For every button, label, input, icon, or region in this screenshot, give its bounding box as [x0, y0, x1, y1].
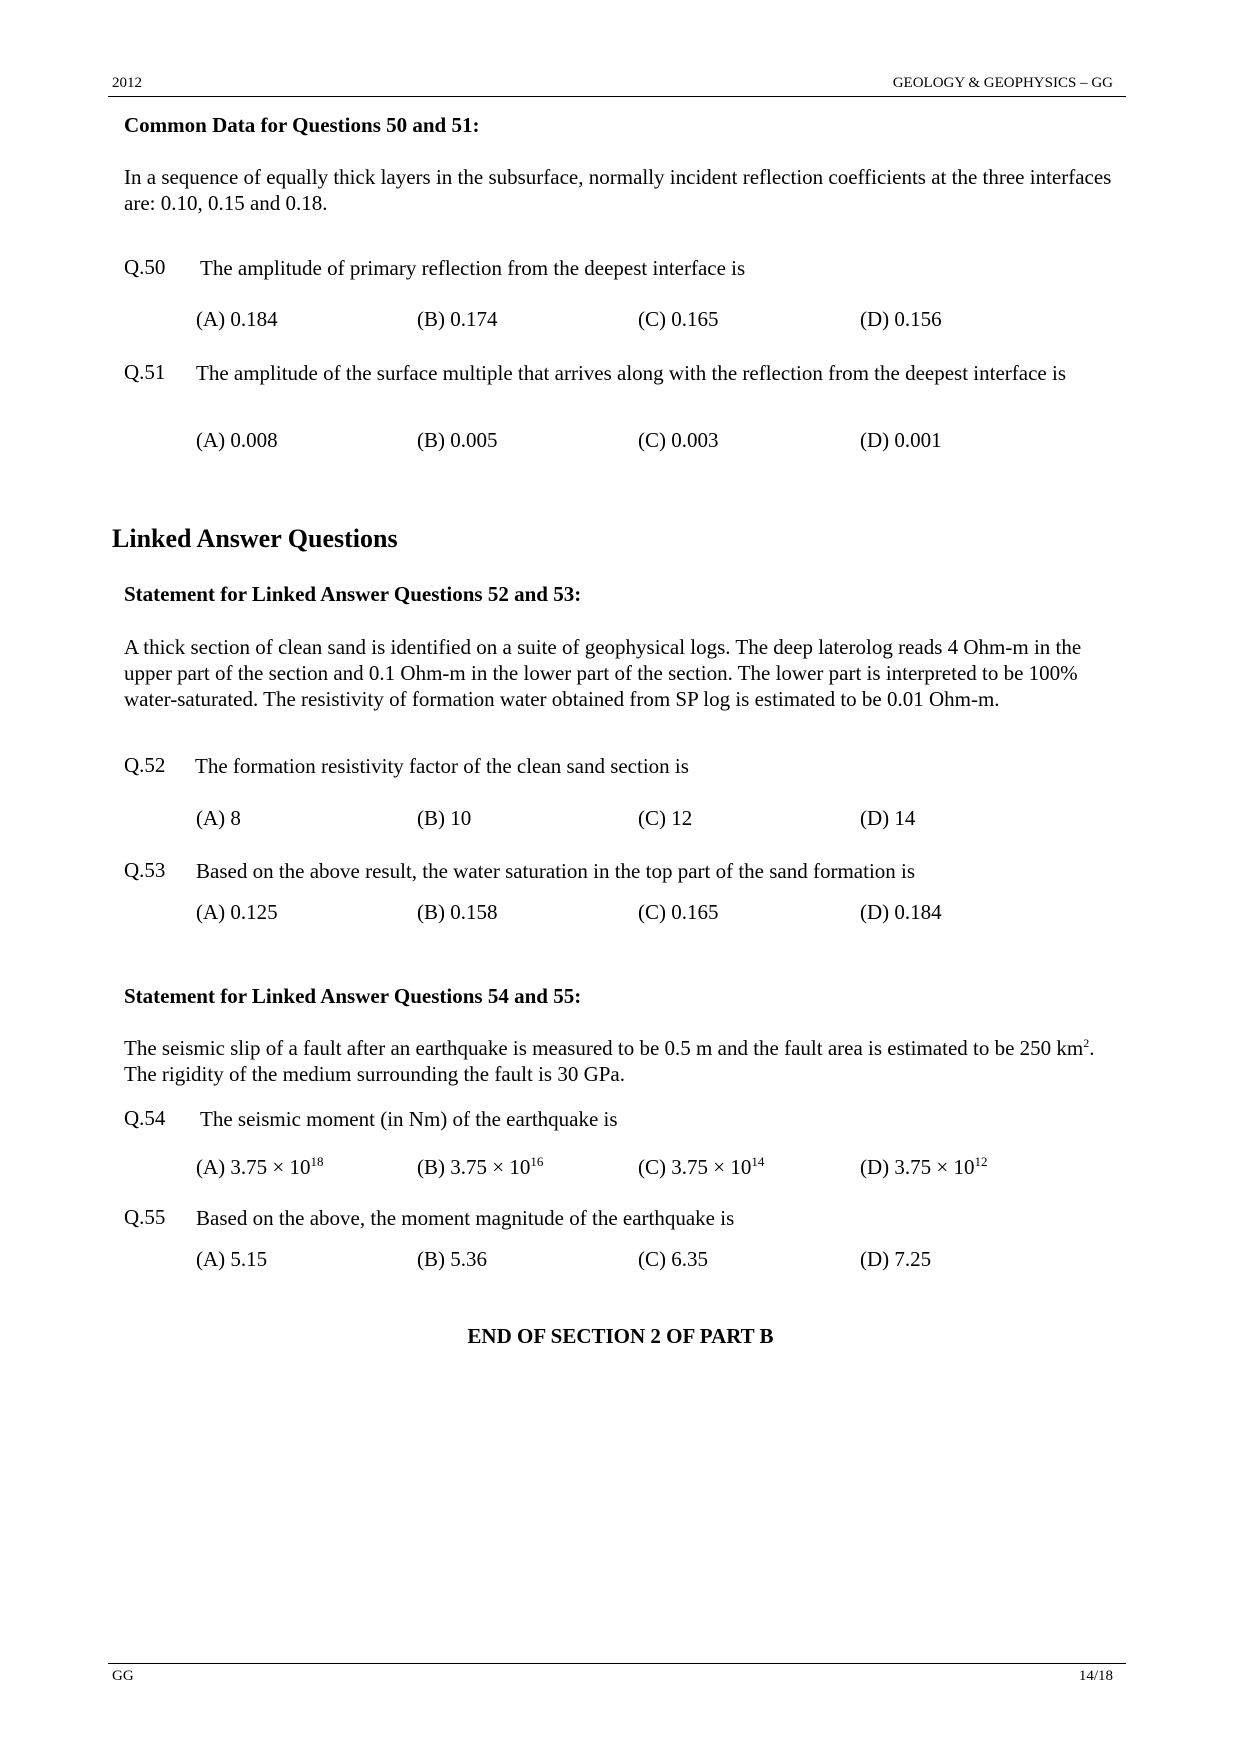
option-d[interactable]: (D) 14 [860, 806, 916, 830]
question-number: Q.55 [124, 1205, 166, 1229]
question-text: The formation resistivity factor of the clean sand section is [195, 754, 689, 778]
question-text: The amplitude of primary reflection from the deepest interface is [200, 256, 746, 280]
options-row [196, 428, 1096, 458]
footer-code: GG [112, 1668, 134, 1684]
option-b[interactable]: (B) 5.36 [417, 1247, 487, 1271]
option-a[interactable]: (A) 0.125 [196, 900, 278, 924]
statement-52-53-text: A thick section of clean sand is identified on a suite of geophysical logs. The deep laterolog reads 4 Ohm-m in the upper part of the section and 0.1 Ohm-m in the lower part of the section. The lower part is interpreted to be 100% water-saturated. The resistivity of formation water obtained from SP log is estimated to be 0.01 Ohm-m. [124, 635, 1082, 711]
option-exponent: 14 [751, 1154, 765, 1169]
option-base: (B) 3.75 × 10 [417, 1155, 531, 1179]
question-number: Q.53 [124, 858, 166, 882]
option-d[interactable]: (D) 0.184 [860, 900, 942, 924]
header-rule [108, 96, 1126, 97]
option-base: (C) 3.75 × 10 [638, 1155, 752, 1179]
option-base: (D) 3.75 × 10 [860, 1155, 975, 1179]
question-number: Q.54 [124, 1106, 166, 1130]
option-exponent: 12 [974, 1154, 988, 1169]
question-text: The amplitude of the surface multiple that arrives along with the reflection from the deepest interface is [196, 361, 1067, 385]
option-c[interactable] [638, 1155, 764, 1180]
option-d[interactable] [860, 1155, 988, 1180]
options-row [196, 1247, 1096, 1277]
question-text: Based on the above, the moment magnitude of the earthquake is [196, 1206, 735, 1230]
option-a[interactable]: (A) 0.184 [196, 307, 278, 331]
statement-52-53-title: Statement for Linked Answer Questions 52 and 53: [124, 582, 582, 606]
options-row [196, 307, 1096, 337]
option-c[interactable]: (C) 0.165 [638, 307, 719, 331]
question-text: Based on the above result, the water saturation in the top part of the sand formation is [196, 859, 916, 883]
option-d[interactable]: (D) 7.25 [860, 1247, 932, 1271]
option-a[interactable] [196, 1155, 324, 1180]
statement-54-55-title: Statement for Linked Answer Questions 54 and 55: [124, 984, 582, 1008]
section-title: Linked Answer Questions [112, 524, 398, 553]
option-d[interactable]: (D) 0.001 [860, 428, 942, 452]
option-b[interactable] [417, 1155, 543, 1180]
footer-rule [108, 1663, 1126, 1664]
end-of-section-note: END OF SECTION 2 OF PART B [467, 1324, 774, 1348]
option-exponent: 16 [530, 1154, 544, 1169]
statement-text-part2: . The rigidity of the medium surrounding the fault is 30 GPa. [124, 1036, 1095, 1086]
statement-54-55-text [124, 1035, 1109, 1087]
option-b[interactable]: (B) 0.005 [417, 428, 498, 452]
option-d[interactable]: (D) 0.156 [860, 307, 942, 331]
question-number: Q.52 [124, 753, 166, 777]
option-exponent: 18 [310, 1154, 324, 1169]
option-a[interactable]: (A) 8 [196, 806, 241, 830]
option-b[interactable]: (B) 0.158 [417, 900, 498, 924]
options-row [196, 1155, 1096, 1185]
option-base: (A) 3.75 × 10 [196, 1155, 311, 1179]
options-row [196, 900, 1096, 930]
statement-text-part1: The seismic slip of a fault after an earthquake is measured to be 0.5 m and the fault area is estimated to be 250 km [124, 1036, 1084, 1060]
header-year: 2012 [112, 75, 142, 91]
option-a[interactable]: (A) 0.008 [196, 428, 278, 452]
question-number: Q.51 [124, 360, 166, 384]
footer-page-number: 14/18 [1078, 1668, 1113, 1684]
option-a[interactable]: (A) 5.15 [196, 1247, 268, 1271]
option-c[interactable]: (C) 0.165 [638, 900, 719, 924]
option-c[interactable]: (C) 0.003 [638, 428, 719, 452]
options-row [196, 806, 1096, 836]
question-text: The seismic moment (in Nm) of the earthquake is [200, 1107, 618, 1131]
common-data-text: In a sequence of equally thick layers in the subsurface, normally incident reflection coefficients at the three interfaces are: 0.10, 0.15 and 0.18. [124, 165, 1112, 215]
option-b[interactable]: (B) 0.174 [417, 307, 498, 331]
common-data-title: Common Data for Questions 50 and 51: [124, 113, 480, 137]
statement-text-superscript: 2 [1083, 1036, 1090, 1050]
option-c[interactable]: (C) 12 [638, 806, 693, 830]
question-number: Q.50 [124, 255, 166, 279]
option-c[interactable]: (C) 6.35 [638, 1247, 708, 1271]
header-subject: GEOLOGY & GEOPHYSICS – GG [892, 75, 1113, 91]
option-b[interactable]: (B) 10 [417, 806, 472, 830]
